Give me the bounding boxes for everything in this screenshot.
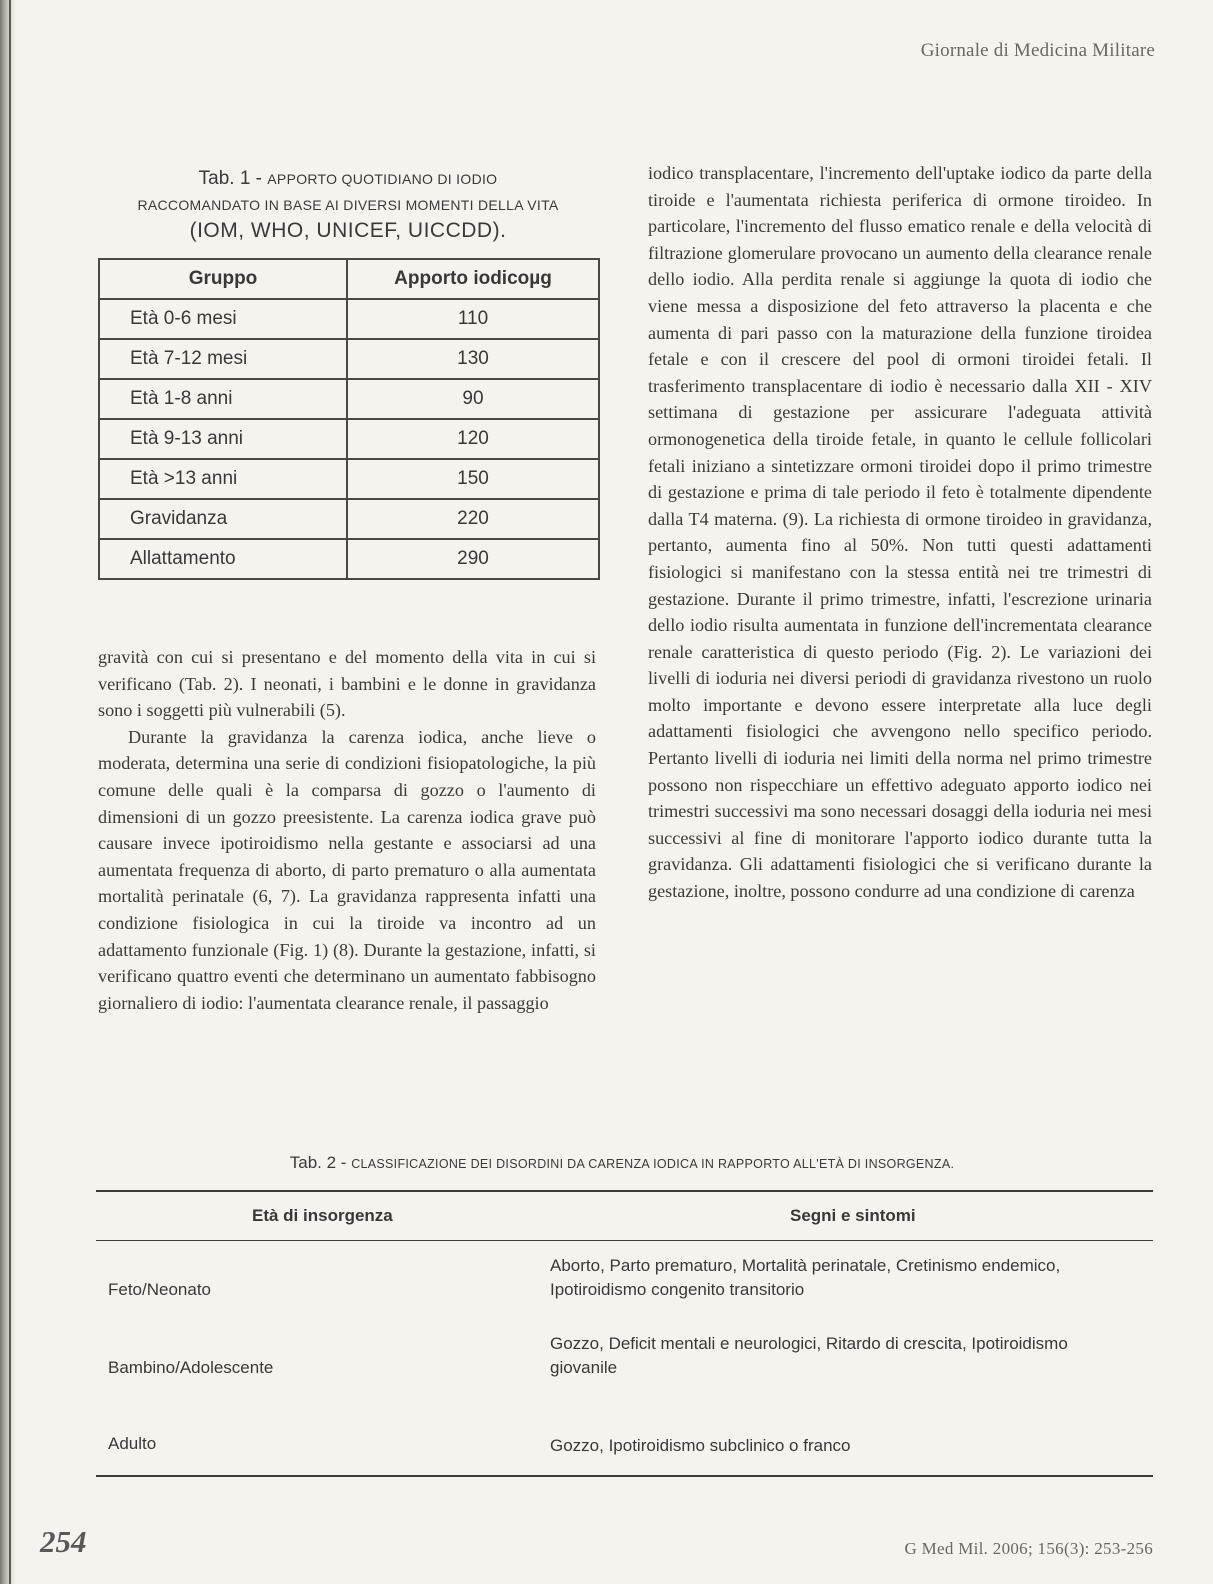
spine-edge [9, 0, 11, 1584]
table1-caption [98, 166, 598, 244]
table-row [99, 299, 599, 339]
table2-bottom-rule [96, 1475, 1153, 1477]
cell-intake: 110 [347, 299, 599, 339]
table-row [99, 459, 599, 499]
column-header-intake: Apporto iodicoµg [347, 259, 599, 299]
page-number: 254 [40, 1524, 87, 1559]
table2-cell-symptoms: Gozzo, Deficit mentali e neurologici, Ritardo di crescita, Ipotiroidismo giovanile [550, 1334, 1068, 1377]
citation-footer: G Med Mil. 2006; 156(3): 253-256 [904, 1539, 1153, 1558]
table2-cell-symptoms: Aborto, Parto prematuro, Mortalità perinatale, Cretinismo endemico, Ipotiroidismo congenito transitorio [550, 1256, 1061, 1299]
table-row [99, 499, 599, 539]
body-paragraph: Durante la gravidanza la carenza iodica, anche lieve o moderata, determina una serie di condizioni fisiopatologiche, la più comune delle quali è la comparsa di gozzo o l'aumento di dimensioni di un gozzo preesistente. La carenza iodica grave può causare invece ipotiroidismo nella gestante e associarsi ad una aumentata frequenza di aborto, di parto prematuro o alla aumentata mortalità perinatale (6, 7). La gravidanza rappresenta infatti una condizione fisiologica in cui la tiroide va incontro ad un adattamento funzionale (Fig. 1) (8). Durante la gestazione, infatti, si verificano quattro eventi che determinano un aumentato fabbisogno giornaliero di iodio: l'aumentata clearance renale, il passaggio [98, 726, 596, 1013]
table2-caption-prefix: Tab. 2 - [289, 1153, 352, 1172]
table2-caption [96, 1153, 1148, 1173]
body-paragraph: iodico transplacentare, l'incremento dell'uptake iodico da parte della tiroide e l'aumentata richiesta periferica di ormone tiroideo. In particolare, l'incremento del flusso ematico renale e della velocità di filtrazione glomerulare provocano un aumento della clearance renale dello iodio. Alla perdita renale si aggiunge la quota di iodio che viene messa a disposizione del feto attraverso la placenta e che aumenta di pari passo con la maturazione della funzione tiroidea fetale e con il crescere del pool di ormoni tiroidei fetali. Il trasferimento transplacentare di iodio è necessario dalla XII - XIV settimana di gestazione per assicurare l'adeguata attività ormonogenetica della tiroide fetale, in quanto le cellule follicolari fetali iniziano a sintetizzare ormoni tiroidei dopo il primo trimestre di gestazione e prima di tale periodo il feto è totalmente dipendente dalla T4 materna. (9). La richiesta di ormone tiroideo in gravidanza, pertanto, aumenta fino al 50%. Non tutti questi adattamenti fisiologici si manifestano con la stessa entità nei tre trimestri di gestazione. Durante il primo trimestre, infatti, l'escrezione urinaria dello iodio risulta aumentata in funzione dell'incrementata clearance renale caratteristica di questo periodo (Fig. 2). Le variazioni dei livelli di ioduria nei diversi periodi di gravidanza rivestono un ruolo molto importante e devono essere interpretate alla luce degli adattamenti fisiologici che avvengono nello specifico periodo. Pertanto livelli di ioduria nei limiti della norma nel primo trimestre possono non rispecchiare un effettivo adeguato apporto iodico nei trimestri successivi ma sono necessari dosaggi della ioduria nei mesi successivi al fine di monitorare l'apporto iodico durante tutta la gravidanza. Gli adattamenti fisiologici che si verificano durante la gestazione, inoltre, possono condurre ad una condizione di carenza [648, 163, 1152, 902]
cell-group: Gravidanza [99, 499, 347, 539]
cell-group: Età 9-13 anni [99, 419, 347, 459]
table-header-row [99, 259, 599, 299]
cell-group: Età 7-12 mesi [99, 339, 347, 379]
journal-running-head: Giornale di Medicina Militare [920, 40, 1155, 61]
table2-caption-text: CLASSIFICAZIONE DEI DISORDINI DA CARENZA IODICA IN RAPPORTO ALL'ETÀ DI INSORGENZA. [351, 1157, 955, 1171]
cell-intake: 120 [347, 419, 599, 459]
table-row [99, 379, 599, 419]
table-row [99, 419, 599, 459]
column-header-group: Gruppo [99, 259, 347, 299]
table1-caption-line3: (IOM, WHO, UNICEF, UICCDD). [189, 219, 507, 242]
table1-caption-line2: RACCOMANDATO IN BASE AI DIVERSI MOMENTI DELLA VITA [137, 197, 559, 213]
table2-header-age: Età di insorgenza [252, 1206, 393, 1225]
body-paragraph: gravità con cui si presentano e del momento della vita in cui si verificano (Tab. 2). I neonati, i bambini e le donne in gravidanza sono i soggetti più vulnerabili (5). [98, 647, 596, 721]
table-row [99, 339, 599, 379]
table1-caption-prefix: Tab. 1 - [198, 168, 268, 189]
cell-intake: 90 [347, 379, 599, 419]
cell-group: Allattamento [99, 539, 347, 579]
cell-group: Età 1-8 anni [99, 379, 347, 419]
table2-header-symptoms: Segni e sintomi [790, 1206, 916, 1225]
table2-top-rule [96, 1190, 1153, 1192]
cell-intake: 130 [347, 339, 599, 379]
book-spine-shadow [0, 0, 16, 1584]
table2-cell-age: Adulto [108, 1434, 157, 1453]
cell-intake: 290 [347, 539, 599, 579]
right-column-text [648, 160, 1152, 905]
table-row [99, 539, 599, 579]
table2-cell-symptoms: Gozzo, Ipotiroidismo subclinico o franco [550, 1436, 851, 1455]
table1-caption-line1: APPORTO QUOTIDIANO DI IODIO [267, 171, 498, 187]
cell-group: Età 0-6 mesi [99, 299, 347, 339]
cell-group: Età >13 anni [99, 459, 347, 499]
left-column-text [98, 644, 596, 1016]
cell-intake: 220 [347, 499, 599, 539]
table2-cell-age: Bambino/Adolescente [108, 1358, 274, 1377]
iodine-intake-table [98, 258, 600, 580]
table2-header-rule [96, 1240, 1153, 1241]
table2-cell-age: Feto/Neonato [108, 1280, 212, 1299]
cell-intake: 150 [347, 459, 599, 499]
